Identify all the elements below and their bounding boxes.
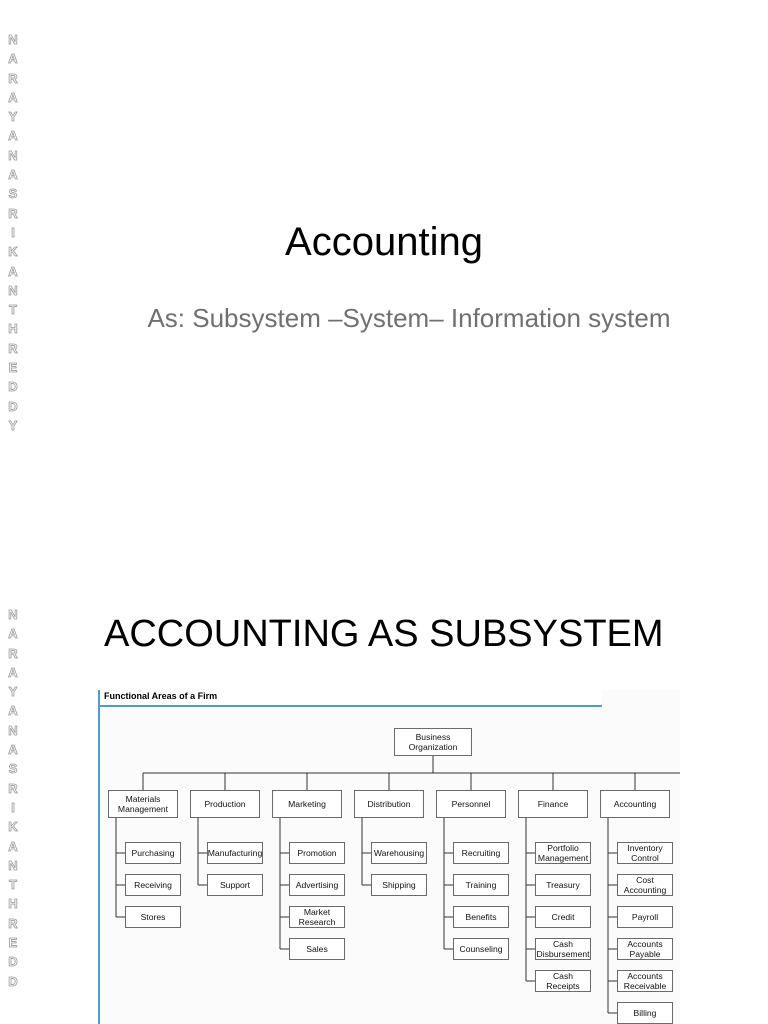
function-box: Market Research <box>289 906 345 928</box>
figure-title: Functional Areas of a Firm <box>104 691 218 701</box>
watermark-letter: I <box>11 799 15 815</box>
department-box: Finance <box>518 790 588 818</box>
org-root-box: Business Organization <box>394 728 472 756</box>
watermark-letter: S <box>8 761 18 777</box>
function-box: Warehousing <box>371 842 427 864</box>
department-box: Marketing <box>272 790 342 818</box>
watermark-letter: R <box>8 780 18 796</box>
watermark-letter: A <box>8 838 18 854</box>
function-box: Benefits <box>453 906 509 928</box>
function-box: Cash Receipts <box>535 970 591 992</box>
watermark-letter: E <box>8 360 18 376</box>
function-box: Shipping <box>371 874 427 896</box>
watermark-letter: Y <box>8 684 18 700</box>
function-box: Stores <box>125 906 181 928</box>
watermark-letter: D <box>8 973 18 989</box>
function-box: Receiving <box>125 874 181 896</box>
function-box: Treasury <box>535 874 591 896</box>
watermark-letter: A <box>8 128 18 144</box>
watermark-letter: Y <box>8 109 18 125</box>
department-box: Personnel <box>436 790 506 818</box>
watermark-letter: A <box>8 742 18 758</box>
watermark-letter: A <box>8 703 18 719</box>
watermark-letter: N <box>8 722 18 738</box>
watermark-letter: R <box>8 645 18 661</box>
slide2-title: ACCOUNTING AS SUBSYSTEM <box>104 613 664 655</box>
watermark-letter: T <box>9 302 17 318</box>
functional-areas-figure <box>98 690 680 1024</box>
watermark-letter: N <box>8 607 18 622</box>
watermark-letter: R <box>8 915 18 931</box>
function-box: Training <box>453 874 509 896</box>
slide1-title: Accounting <box>285 220 483 264</box>
function-box: Accounts Payable <box>617 938 673 960</box>
function-box: Counseling <box>453 938 509 960</box>
watermark-letter: D <box>8 954 18 970</box>
department-box: Distribution <box>354 790 424 818</box>
function-box: Inventory Control <box>617 842 673 864</box>
watermark-letter: A <box>8 263 18 279</box>
department-box: Accounting <box>600 790 670 818</box>
watermark-letter: S <box>8 186 18 202</box>
vertical-watermark-bottom <box>0 605 26 991</box>
watermark-letter: R <box>8 205 18 221</box>
watermark-letter: E <box>8 935 18 951</box>
watermark-letter: A <box>8 167 18 183</box>
function-box: Advertising <box>289 874 345 896</box>
function-box: Accounts Receivable <box>617 970 673 992</box>
watermark-letter: R <box>8 70 18 86</box>
slide1-subtitle: As: Subsystem –System– Information system <box>147 303 671 333</box>
function-box: Cash Disbursement <box>536 939 590 959</box>
watermark-letter: K <box>8 819 18 835</box>
function-box: Billing <box>617 1002 673 1024</box>
watermark-letter: A <box>8 626 18 642</box>
function-box: Portfolio Management <box>535 842 591 864</box>
function-box: Recruiting <box>453 842 509 864</box>
watermark-letter: T <box>9 877 17 893</box>
watermark-letter: N <box>8 147 18 163</box>
watermark-letter: Y <box>8 417 18 433</box>
function-box: Credit <box>535 906 591 928</box>
function-box: Payroll <box>617 906 673 928</box>
watermark-letter: A <box>8 664 18 680</box>
function-box: Support <box>207 874 263 896</box>
watermark-letter: A <box>8 51 18 67</box>
watermark-letter: I <box>11 224 15 240</box>
watermark-letter: H <box>8 896 18 912</box>
watermark-letter: K <box>8 244 18 260</box>
function-box: Promotion <box>289 842 345 864</box>
watermark-letter: N <box>8 32 18 47</box>
watermark-letter: D <box>8 379 18 395</box>
watermark-letter: D <box>8 398 18 414</box>
watermark-letter: R <box>8 340 18 356</box>
function-box: Sales <box>289 938 345 960</box>
department-box: Production <box>190 790 260 818</box>
function-box: Purchasing <box>125 842 181 864</box>
function-box: Cost Accounting <box>617 874 673 896</box>
department-box: Materials Management <box>108 790 178 818</box>
watermark-letter: N <box>8 282 18 298</box>
watermark-letter: H <box>8 321 18 337</box>
function-box: Manufacturing <box>207 842 263 864</box>
watermark-letter: A <box>8 89 18 105</box>
watermark-letter: N <box>8 857 18 873</box>
